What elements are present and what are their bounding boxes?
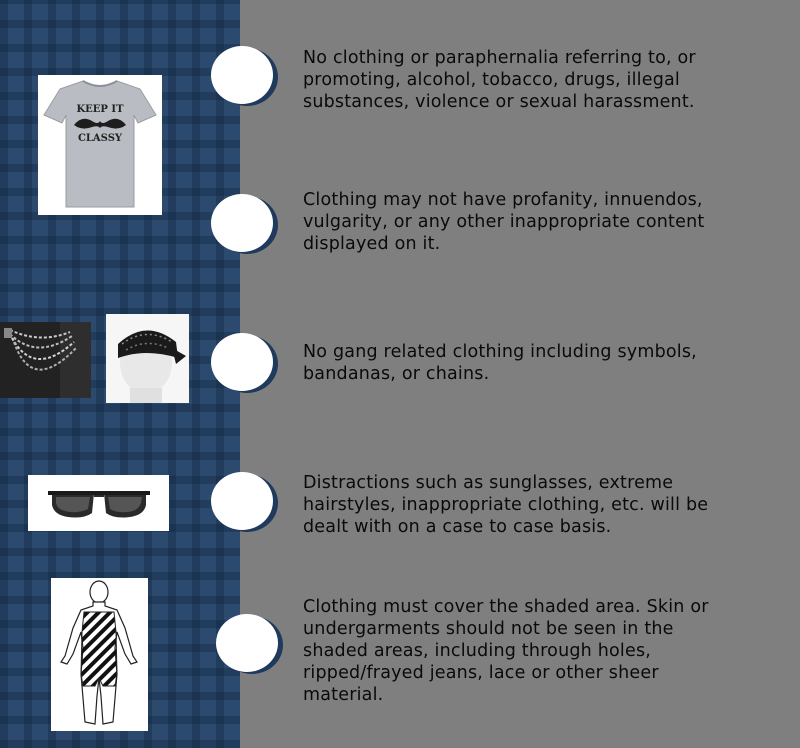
tshirt-line1: KEEP IT — [76, 104, 124, 115]
bullet-circle-3 — [211, 333, 273, 391]
bullet-circle-4 — [211, 472, 273, 530]
bullet-circle-5 — [216, 614, 278, 672]
bullet-circle-1 — [211, 46, 273, 104]
bandana-photo — [106, 314, 189, 403]
bullet-circle-2 — [211, 194, 273, 252]
tshirt-line2: CLASSY — [77, 133, 123, 144]
rule-text-5: Clothing must cover the shaded area. Skin or undergarments should not be seen in the shaded areas, including through holes, ripped/frayed jeans, lace or other sheer material. — [303, 597, 709, 705]
chains-photo — [0, 322, 91, 398]
rule-text-4: Distractions such as sunglasses, extreme hairstyles, inappropriate clothing, etc. will be dealt with on a case to case basis. — [303, 473, 709, 537]
body-diagram — [51, 578, 148, 731]
tshirt-photo — [38, 75, 162, 215]
rule-text-3: No gang related clothing including symbols, bandanas, or chains. — [303, 342, 697, 384]
rule-text-2: Clothing may not have profanity, innuendos, vulgarity, or any other inappropriate content displayed on it. — [303, 190, 705, 254]
sunglasses-photo — [28, 475, 169, 531]
rule-text-1: No clothing or paraphernalia referring to, or promoting, alcohol, tobacco, drugs, illegal substances, violence or sexual harassment. — [303, 48, 696, 112]
